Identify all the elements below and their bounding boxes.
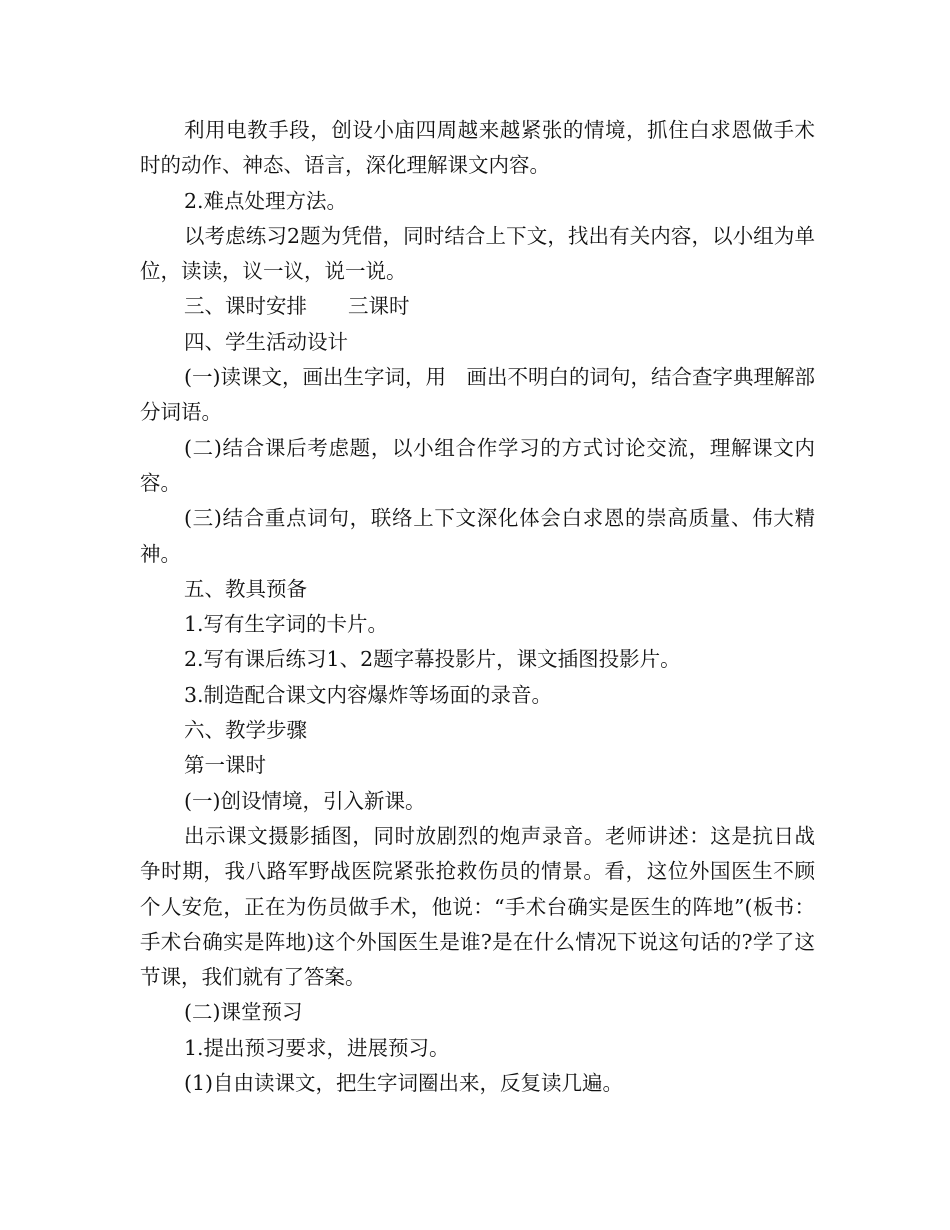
paragraph-step-intro-heading: (一)创设情境，引入新课。 bbox=[184, 788, 426, 813]
paragraph-preview-1-1: (1)自由读课文，把生字词圈出来，反复读几遍。 bbox=[184, 1071, 624, 1096]
paragraph-intro-method: 利用电教手段，创设小庙四周越来越紧张的情境，抓住白求恩做手术时的动作、神态、语言，深化理解课文内容。 bbox=[140, 118, 815, 178]
paragraph-preview-heading: (二)课堂预习 bbox=[184, 1000, 303, 1025]
paragraph-activity-heading: 四、学生活动设计 bbox=[184, 329, 348, 354]
paragraph-activity-2: (二)结合课后考虑题，以小组合作学习的方式讨论交流，理解课文内容。 bbox=[140, 435, 815, 495]
paragraph-preview-1: 1.提出预习要求，进展预习。 bbox=[184, 1035, 450, 1060]
paragraph-schedule-heading: 三、课时安排 三课时 bbox=[184, 294, 410, 319]
paragraph-materials-heading: 五、教具预备 bbox=[184, 576, 307, 601]
paragraph-activity-1: (一)读课文，画出生字词，用 画出不明白的词句，结合查字典理解部分词语。 bbox=[140, 365, 815, 425]
paragraph-materials-2: 2.写有课后练习1、2题字幕投影片，课文插图投影片。 bbox=[184, 647, 681, 672]
paragraph-step-intro-body: 出示课文摄影插图，同时放剧烈的炮声录音。老师讲述：这是抗日战争时期，我八路军野战医院紧张抢救伤员的情景。看，这位外国医生不顾个人安危，正在为伤员做手术，他说：“手术台确实是医生的阵地”(板书：手术台确实是阵地)这个外国医生是谁?是在什么情况下说这句话的?学了这节课，我们就有了答案。 bbox=[140, 823, 815, 990]
paragraph-difficulty-heading: 2.难点处理方法。 bbox=[184, 188, 348, 213]
paragraph-materials-3: 3.制造配合课文内容爆炸等场面的录音。 bbox=[184, 682, 553, 707]
document-body bbox=[140, 113, 815, 1101]
paragraph-lesson-one: 第一课时 bbox=[184, 753, 266, 778]
paragraph-difficulty-method: 以考虑练习2题为凭借，同时结合上下文，找出有关内容，以小组为单位，读读，议一议，说一说。 bbox=[140, 223, 815, 284]
paragraph-activity-3: (三)结合重点词句，联络上下文深化体会白求恩的崇高质量、伟大精神。 bbox=[140, 506, 815, 566]
paragraph-steps-heading: 六、教学步骤 bbox=[184, 718, 307, 743]
paragraph-materials-1: 1.写有生字词的卡片。 bbox=[184, 612, 389, 637]
